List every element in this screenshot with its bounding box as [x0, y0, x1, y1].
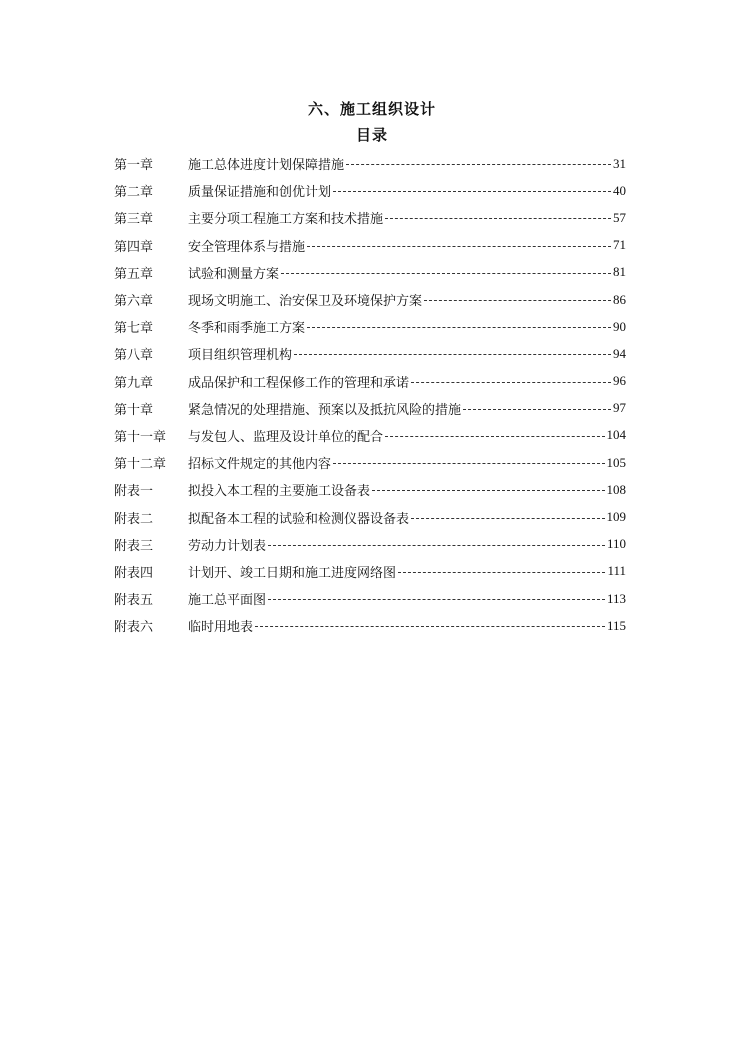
toc-entry-title: 与发包人、监理及设计单位的配合 [188, 429, 384, 445]
toc-entry-label: 第五章 [114, 266, 154, 282]
toc-entry-label: 附表六 [114, 620, 154, 636]
toc-leader [424, 300, 611, 301]
toc-entry-label: 第二章 [114, 185, 154, 201]
toc-entry-page: 111 [607, 563, 626, 579]
toc-entry-page: 97 [613, 400, 626, 416]
toc-entry-title: 成品保护和工程保修工作的管理和承诺 [188, 375, 410, 391]
toc-entry-page: 31 [613, 155, 626, 171]
table-of-contents [114, 150, 626, 639]
toc-entry-label: 第七章 [114, 321, 154, 337]
toc-leader [411, 382, 611, 383]
toc-entry-label: 第四章 [114, 239, 154, 255]
toc-entry-title: 劳动力计划表 [188, 538, 267, 554]
toc-entry-title: 招标文件规定的其他内容 [188, 457, 332, 473]
toc-entry-page: 104 [606, 427, 626, 443]
toc-entry-title: 试验和测量方案 [188, 266, 280, 282]
toc-entry-title: 计划开、竣工日期和施工进度网络图 [188, 565, 397, 581]
toc-entry[interactable] [114, 531, 626, 558]
toc-entry-page: 96 [613, 373, 626, 389]
toc-leader [333, 463, 604, 464]
toc-entry-title: 拟投入本工程的主要施工设备表 [188, 484, 371, 500]
toc-leader [294, 354, 611, 355]
toc-leader [411, 518, 604, 519]
toc-entry-label: 附表四 [114, 565, 154, 581]
toc-entry[interactable] [114, 340, 626, 367]
toc-entry-label: 第十二章 [114, 457, 167, 473]
toc-entry-page: 109 [606, 509, 626, 525]
toc-entry-page: 86 [613, 291, 626, 307]
toc-entry-page: 81 [613, 264, 626, 280]
document-title: 六、施工组织设计 [307, 100, 436, 118]
toc-entry-label: 第三章 [114, 212, 154, 228]
toc-entry-title: 冬季和雨季施工方案 [188, 321, 306, 337]
toc-entry-page: 57 [613, 209, 626, 225]
toc-entry-label: 附表二 [114, 511, 154, 527]
toc-entry[interactable] [114, 449, 626, 476]
toc-entry-page: 105 [606, 454, 626, 470]
toc-entry-label: 第十章 [114, 402, 154, 418]
toc-entry-title: 施工总体进度计划保障措施 [188, 158, 345, 174]
toc-leader [268, 599, 605, 600]
toc-entry[interactable] [114, 313, 626, 340]
toc-leader [346, 164, 611, 165]
toc-entry-page: 71 [613, 237, 626, 253]
toc-entry-title: 拟配备本工程的试验和检测仪器设备表 [188, 511, 410, 527]
toc-leader [268, 545, 605, 546]
toc-leader [385, 436, 604, 437]
toc-entry-title: 安全管理体系与措施 [188, 239, 306, 255]
toc-entry[interactable] [114, 286, 626, 313]
toc-entry-title: 临时用地表 [188, 620, 254, 636]
toc-leader [281, 273, 611, 274]
toc-entry[interactable] [114, 177, 626, 204]
toc-entry-label: 附表一 [114, 484, 154, 500]
toc-entry[interactable] [114, 476, 626, 503]
toc-leader [463, 409, 611, 410]
toc-entry[interactable] [114, 368, 626, 395]
toc-entry-page: 110 [606, 536, 626, 552]
toc-leader [307, 246, 611, 247]
toc-leader [398, 572, 605, 573]
toc-entry-page: 94 [613, 345, 626, 361]
toc-entry-label: 第十一章 [114, 429, 167, 445]
toc-entry[interactable] [114, 204, 626, 231]
toc-entry-label: 第八章 [114, 348, 154, 364]
toc-entry-title: 紧急情况的处理措施、预案以及抵抗风险的措施 [188, 402, 462, 418]
toc-entry[interactable] [114, 259, 626, 286]
toc-entry-title: 质量保证措施和创优计划 [188, 185, 332, 201]
toc-heading: 目录 [355, 126, 388, 144]
toc-entry[interactable] [114, 395, 626, 422]
toc-entry-label: 第六章 [114, 294, 154, 310]
toc-entry-page: 108 [606, 481, 626, 497]
toc-leader [372, 490, 604, 491]
toc-entry[interactable] [114, 558, 626, 585]
toc-entry-label: 附表五 [114, 593, 154, 609]
toc-entry[interactable] [114, 232, 626, 259]
toc-leader [385, 218, 611, 219]
toc-entry-label: 附表三 [114, 538, 154, 554]
toc-entry-title: 施工总平面图 [188, 593, 267, 609]
toc-entry[interactable] [114, 503, 626, 530]
toc-leader [255, 626, 605, 627]
toc-entry-title: 项目组织管理机构 [188, 348, 293, 364]
toc-leader [333, 191, 611, 192]
toc-entry-page: 113 [606, 590, 626, 606]
toc-entry[interactable] [114, 612, 626, 639]
toc-entry-title: 现场文明施工、治安保卫及环境保护方案 [188, 294, 423, 310]
toc-leader [307, 327, 611, 328]
toc-entry-page: 90 [613, 318, 626, 334]
toc-entry[interactable] [114, 585, 626, 612]
toc-entry-page: 40 [613, 182, 626, 198]
toc-entry[interactable] [114, 422, 626, 449]
toc-entry-label: 第一章 [114, 158, 154, 174]
toc-entry[interactable] [114, 150, 626, 177]
toc-entry-label: 第九章 [114, 375, 154, 391]
toc-entry-page: 115 [606, 617, 626, 633]
toc-entry-title: 主要分项工程施工方案和技术措施 [188, 212, 384, 228]
